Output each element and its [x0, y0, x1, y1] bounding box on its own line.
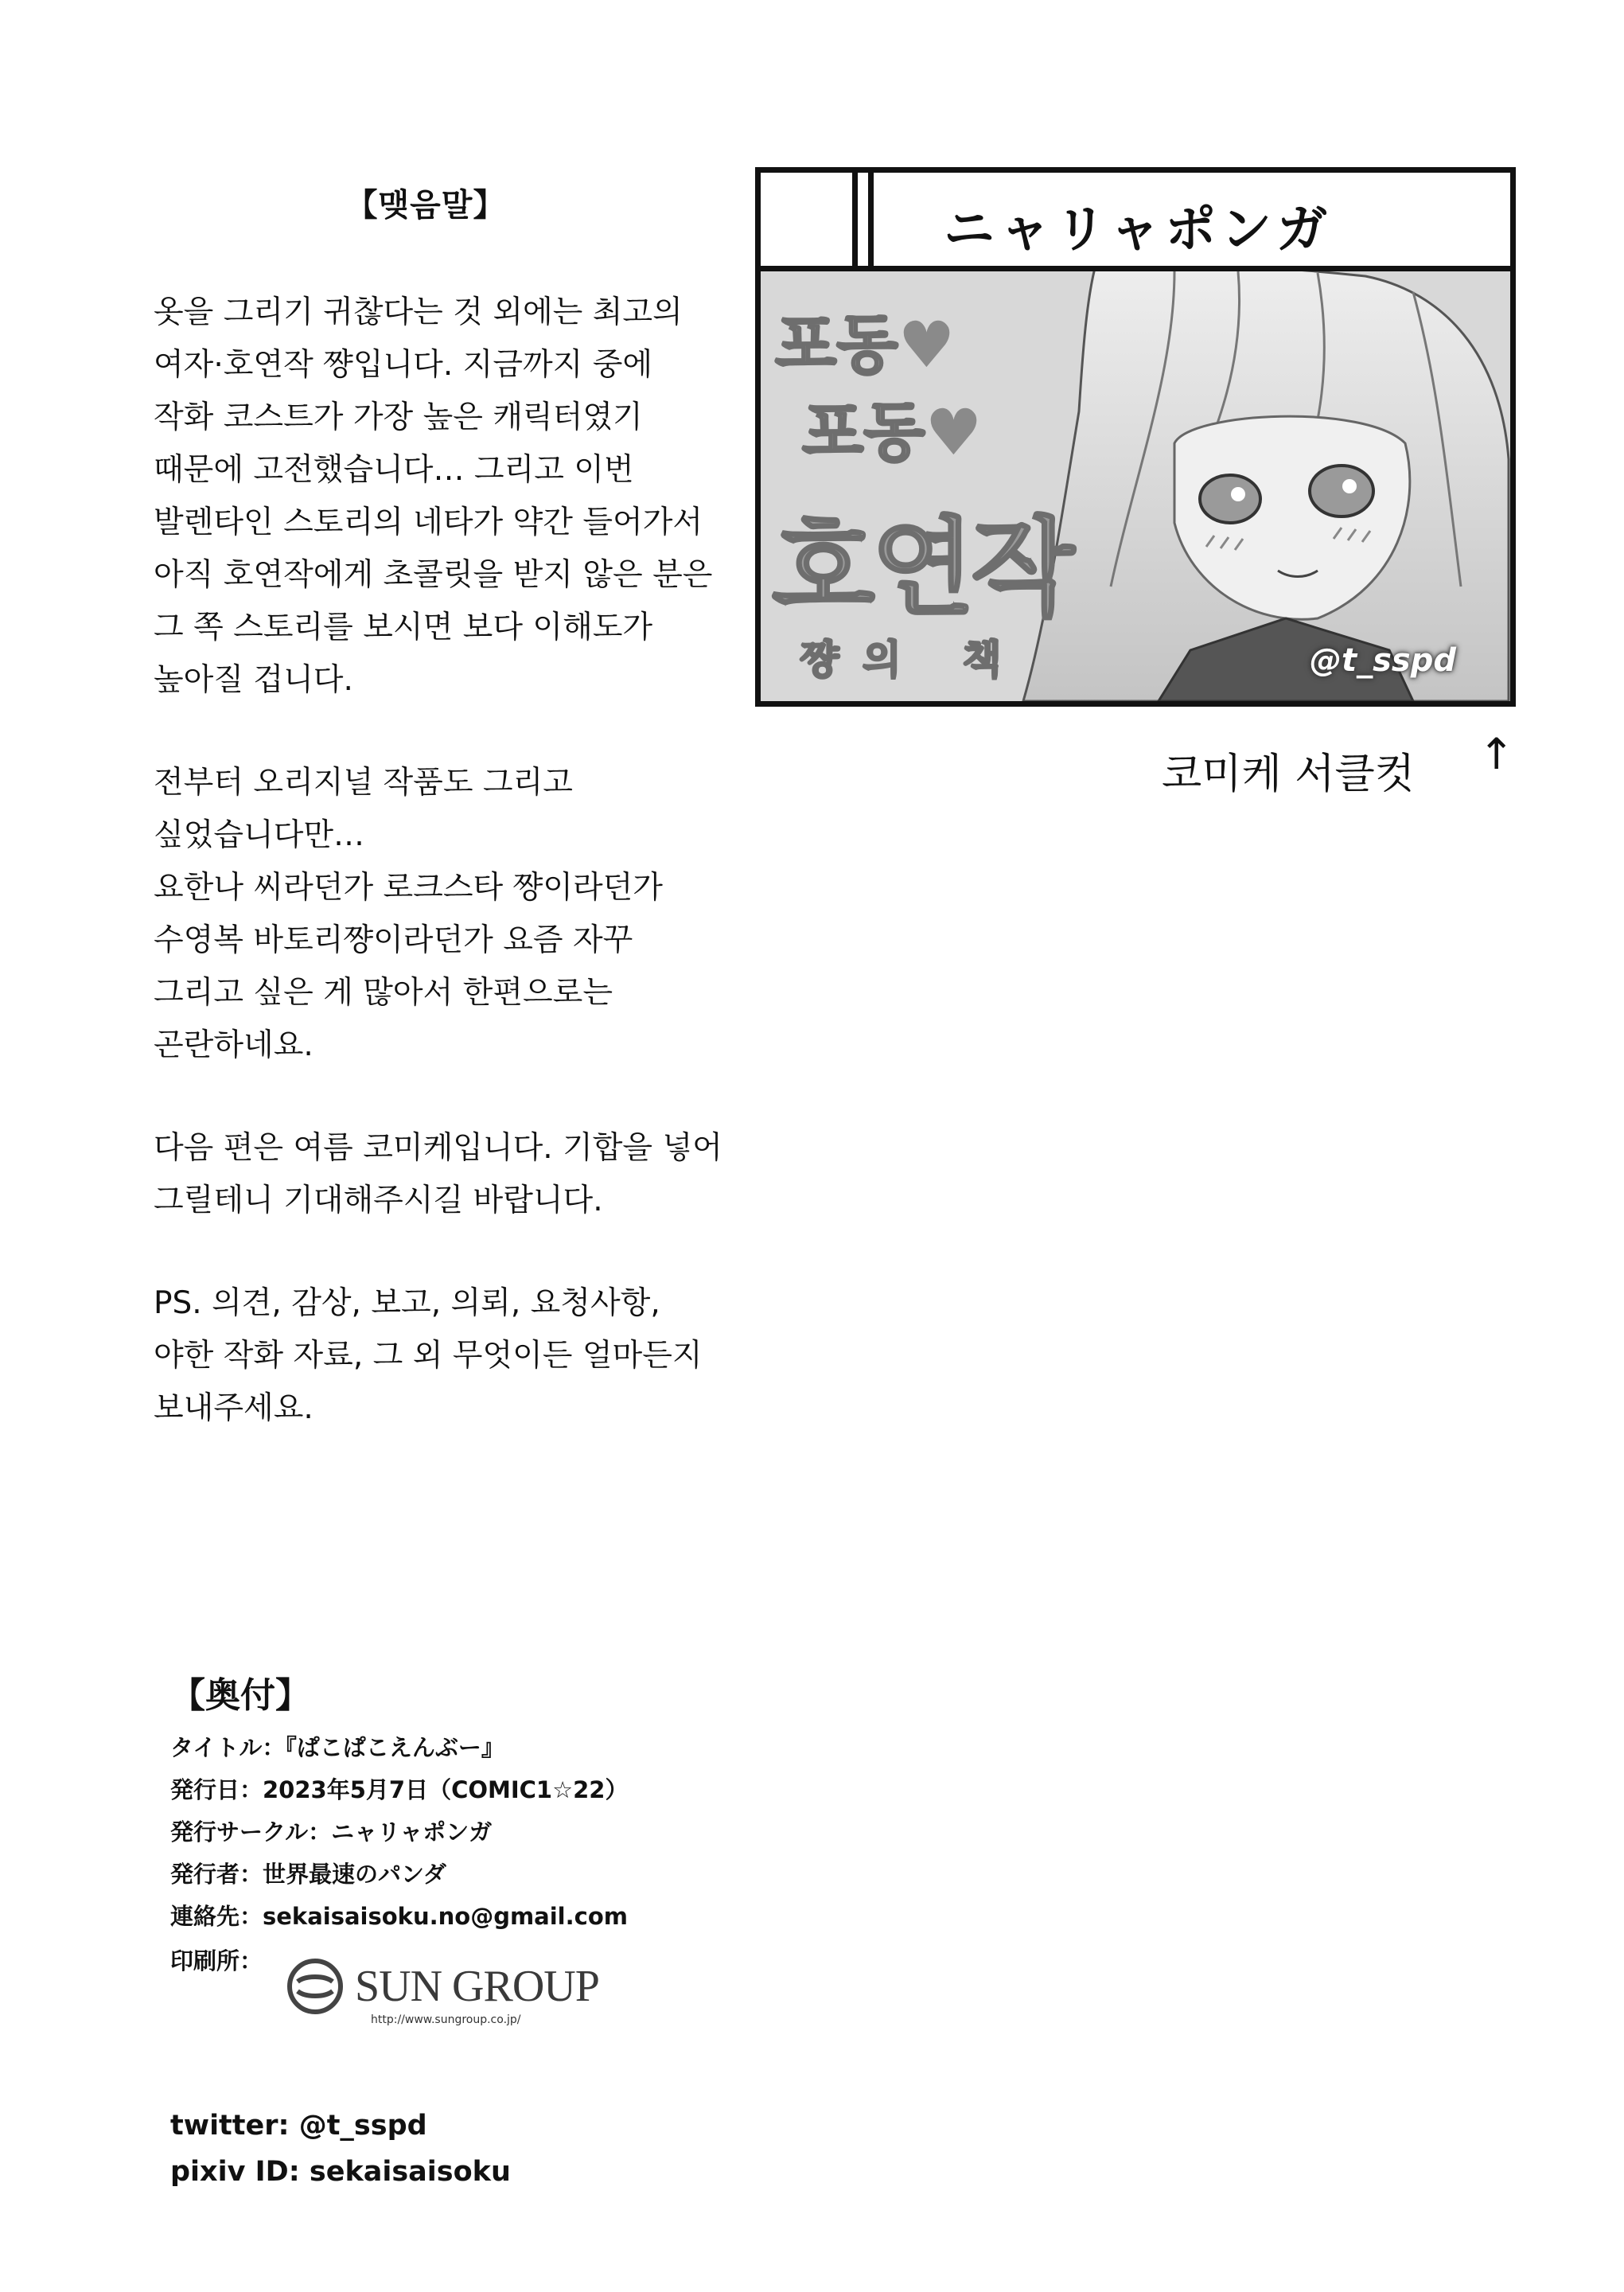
afterword-line: 아직 호연작에게 초콜릿을 받지 않은 분은 — [154, 557, 713, 593]
printer-url: http://www.sungroup.co.jp/ — [371, 2013, 521, 2026]
afterword-line: 다음 편은 여름 코미케입니다. 기합을 넣어 — [154, 1130, 722, 1166]
afterword-line: 전부터 오리지널 작품도 그리고 — [154, 765, 573, 801]
afterword-body — [154, 286, 758, 1485]
afterword-line: 싶었습니다만… — [154, 817, 365, 853]
cut-divider — [858, 173, 874, 266]
pixiv-contact: pixiv ID: sekaisaisoku — [170, 2156, 511, 2188]
afterword-paragraph — [154, 757, 758, 1072]
contacts — [170, 2103, 511, 2195]
heart-icon: ♥ — [925, 396, 983, 470]
afterword-line: 높아질 겁니다. — [154, 662, 353, 698]
afterword-line: 그 쪽 스토리를 보시면 보다 이해도가 — [154, 610, 653, 645]
colophon-circle-row: 発行サークル：ニャリャポンガ — [170, 1818, 493, 1846]
colophon-contact-row: 連絡先：sekaisaisoku.no@gmail.com — [170, 1903, 628, 1930]
afterword-title: 【맺음말】 — [345, 187, 506, 224]
afterword-line: 옷을 그리기 귀찮다는 것 외에는 최고의 — [154, 294, 683, 330]
cut-number-box — [761, 173, 858, 266]
sticker-word: 포동 — [802, 396, 925, 470]
afterword-line: 그리고 싶은 게 많아서 한편으로는 — [154, 975, 613, 1011]
afterword-line: 발렌타인 스토리의 네타가 약간 들어가서 — [154, 505, 703, 540]
circle-cut — [755, 167, 1516, 707]
sun-group-mark-icon — [286, 1958, 344, 2015]
printer-label: 印刷所： — [170, 1947, 263, 1974]
colophon — [170, 1727, 628, 1938]
afterword-line: PS. 의견, 감상, 보고, 의뢰, 요청사항, — [154, 1285, 660, 1321]
colophon-title-row: タイトル：『ぱこぱこえんぶー』 — [170, 1734, 504, 1761]
afterword-line: 여자·호연작 쨩입니다. 지금까지 중에 — [154, 347, 653, 383]
afterword-line: 작화 코스트가 가장 높은 캐릭터였기 — [154, 400, 643, 435]
afterword-paragraph — [154, 286, 758, 707]
afterword-line: 때문에 고전했습니다… 그리고 이번 — [154, 452, 634, 488]
colophon-title: 【奥付】 — [170, 1675, 310, 1716]
afterword-line: 그릴테니 기대해주시길 바랍니다. — [154, 1183, 603, 1218]
sticker-text-3: 호연작 — [772, 506, 1072, 630]
colophon-date-row: 発行日：2023年5月7日（COMIC1☆22） — [170, 1776, 629, 1803]
sticker-word: 포동 — [775, 308, 898, 382]
cut-twitter-handle: @t_sspd — [1310, 642, 1457, 679]
heart-icon: ♥ — [898, 308, 956, 382]
sticker-text-2 — [802, 381, 982, 473]
afterword-line: 곤란하네요. — [154, 1027, 314, 1063]
printer-name: SUN GROUP — [355, 1962, 599, 2011]
colophon-publisher-row: 発行者：世界最速のパンダ — [170, 1861, 446, 1888]
circle-cut-caption: 코미케 서클컷 — [1162, 750, 1415, 798]
circle-name: ニャリャポンガ — [944, 201, 1333, 259]
twitter-contact: twitter: @t_sspd — [170, 2110, 427, 2142]
afterword-paragraph — [154, 1277, 758, 1435]
afterword-line: 요한나 씨라던가 로크스타 쨩이라던가 — [154, 870, 663, 906]
afterword-line: 야한 작화 자료, 그 외 무엇이든 얼마든지 — [154, 1338, 703, 1374]
afterword-line: 보내주세요. — [154, 1390, 314, 1426]
sun-group-logo — [286, 1958, 621, 2037]
cut-header — [761, 173, 1510, 271]
up-arrow-icon: ↑ — [1478, 729, 1515, 779]
sticker-text-4: 쨩의 책 — [800, 637, 1026, 683]
sticker-text-1 — [775, 294, 955, 385]
afterword-paragraph — [154, 1122, 758, 1227]
afterword-line: 수영복 바토리쨩이라던가 요즘 자꾸 — [154, 922, 633, 958]
